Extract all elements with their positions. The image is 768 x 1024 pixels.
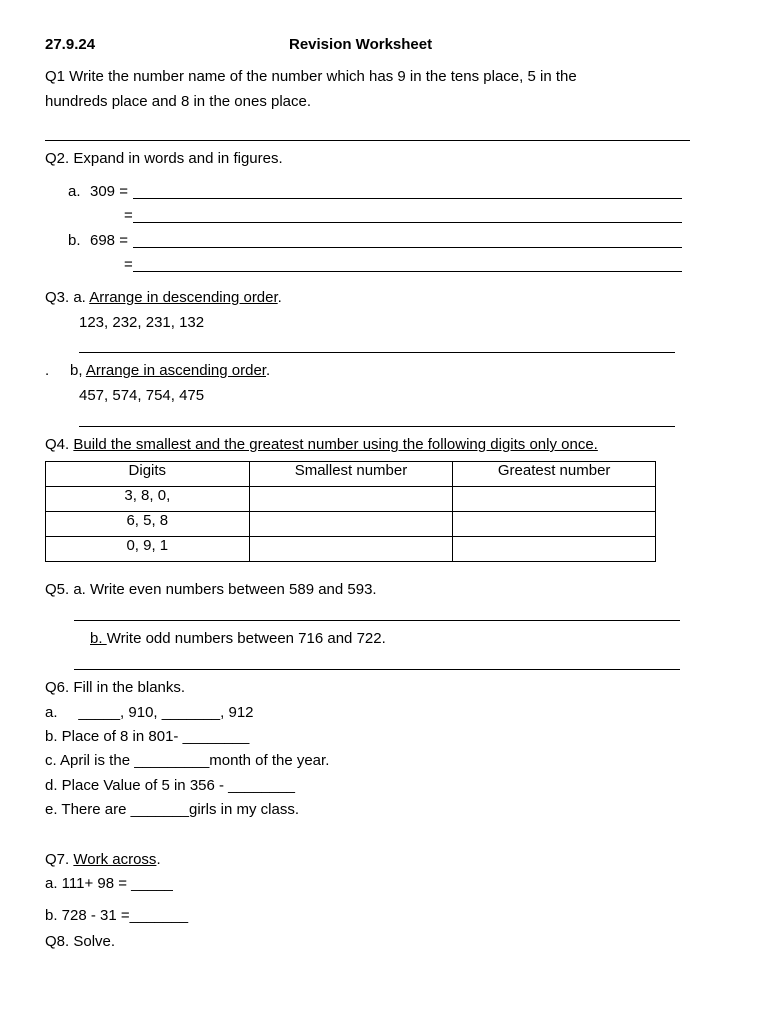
q3-a-heading [45, 289, 282, 307]
q3-a-instruction: Arrange in descending order [89, 289, 278, 306]
q6-e: e. There are _______girls in my class. [45, 801, 300, 818]
greatest-answer-cell[interactable] [453, 512, 656, 537]
q7-heading [45, 851, 161, 869]
q3-b-numbers: 457, 574, 754, 475 [79, 387, 205, 404]
q6-d: d. Place Value of 5 in 356 - ________ [45, 777, 295, 794]
digits-cell: 0, 9, 1 [46, 537, 250, 562]
q3-b-heading [45, 362, 270, 380]
worksheet-title: Revision Worksheet [289, 36, 433, 53]
q3-a-answer-line [79, 352, 675, 353]
worksheet-date: 27.9.24 [45, 36, 96, 53]
greatest-answer-cell[interactable] [453, 537, 656, 562]
q2-b-figures-line [133, 271, 682, 272]
q5-a-text: Q5. a. Write even numbers between 589 and 593. [45, 581, 377, 598]
q2-a-figures-line [133, 222, 682, 223]
q7-a: a. 111+ 98 = _____ [45, 875, 173, 892]
q5-b-answer-line [74, 669, 680, 670]
q3-b-answer-line [79, 426, 675, 427]
q2-a-equals: = [124, 207, 133, 224]
q1-line2: hundreds place and 8 in the ones place. [45, 93, 312, 110]
table-row [46, 512, 656, 537]
q2-a-number: 309 = [90, 183, 128, 200]
q5-b-heading [90, 630, 386, 648]
q4-heading [45, 436, 598, 454]
q2-prompt: Q2. Expand in words and in figures. [45, 150, 283, 167]
table-row [46, 487, 656, 512]
q1-answer-line [45, 140, 690, 141]
q2-a-label: a. [68, 183, 81, 200]
q1-line1: Q1 Write the number name of the number which has 9 in the tens place, 5 in the [45, 68, 577, 85]
q6-c: c. April is the _________month of the year. [45, 752, 330, 769]
digits-cell: 6, 5, 8 [46, 512, 250, 537]
q5-b-text: Write odd numbers between 716 and 722. [106, 630, 386, 647]
table-header-row [46, 462, 656, 487]
smallest-answer-cell[interactable] [249, 487, 453, 512]
q4-prefix: Q4. [45, 436, 74, 453]
digits-cell: 3, 8, 0, [46, 487, 250, 512]
q2-b-number: 698 = [90, 232, 128, 249]
q3-a-period: . [277, 289, 282, 306]
q3-b-period: . [265, 362, 271, 379]
digits-table [45, 461, 656, 562]
header-greatest-number: Greatest number [453, 462, 656, 487]
q4-instruction: Build the smallest and the greatest number using the following digits only once. [73, 436, 598, 453]
q3-b-prefix: . b, [45, 362, 86, 379]
q3-prefix: Q3. a. [45, 289, 90, 306]
q6-a: a. _____, 910, _______, 912 [45, 704, 254, 721]
q6-prompt: Q6. Fill in the blanks. [45, 679, 186, 696]
header-digits: Digits [46, 462, 250, 487]
q5-b-label: b. [90, 630, 107, 647]
q3-a-numbers: 123, 232, 231, 132 [79, 314, 205, 331]
q6-b: b. Place of 8 in 801- ________ [45, 728, 250, 745]
q2-b-words-line [133, 247, 682, 248]
smallest-answer-cell[interactable] [249, 512, 453, 537]
q5-a-answer-line [74, 620, 680, 621]
q7-title: Work across [73, 851, 157, 868]
q7-prefix: Q7. [45, 851, 74, 868]
q2-b-equals: = [124, 256, 133, 273]
q3-b-instruction: Arrange in ascending order [85, 362, 266, 379]
q8-prompt: Q8. Solve. [45, 933, 116, 950]
table-row [46, 537, 656, 562]
smallest-answer-cell[interactable] [249, 537, 453, 562]
q2-a-words-line [133, 198, 682, 199]
q2-b-label: b. [68, 232, 81, 249]
q7-b: b. 728 - 31 =_______ [45, 907, 189, 924]
greatest-answer-cell[interactable] [453, 487, 656, 512]
q7-period: . [156, 851, 161, 868]
header-smallest-number: Smallest number [249, 462, 453, 487]
